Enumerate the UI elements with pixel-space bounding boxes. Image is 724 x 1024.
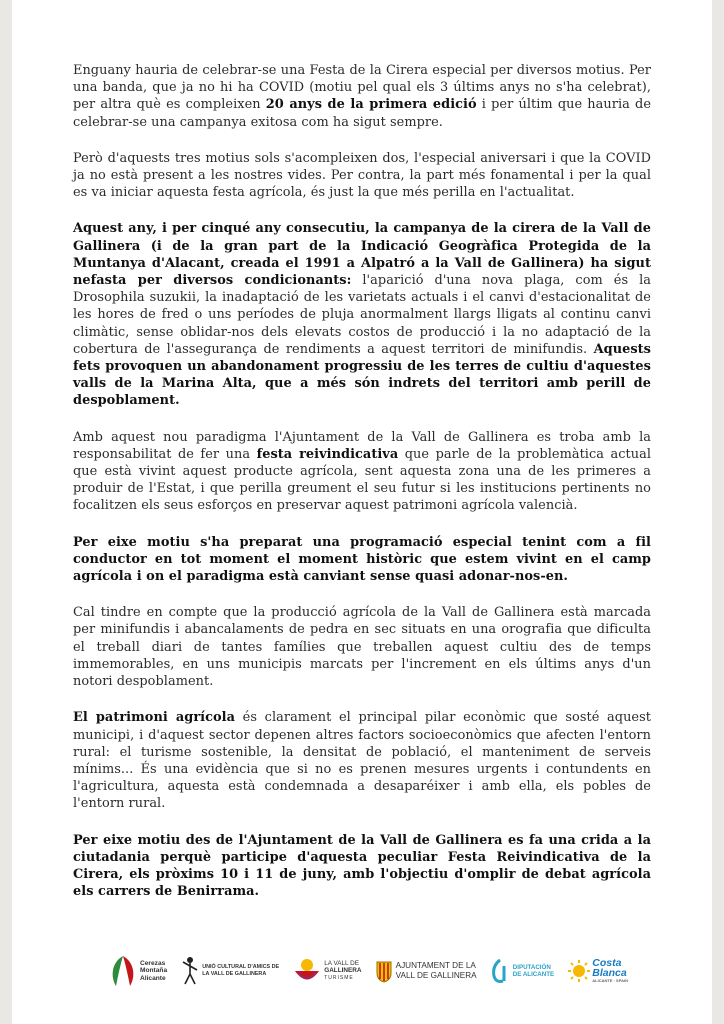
paragraph [73, 832, 651, 901]
document-body [73, 62, 651, 919]
sponsor-logos [108, 948, 628, 994]
logo-line: LA VALL DE [324, 959, 360, 967]
logo-ajuntament [376, 959, 477, 983]
bold-text: Aquests fets provoquen un abandonament progressiu de les terres de cultiu d'aquestes valls de la Marina Alta, que a més són indrets del territori amb perill de despoblament. [73, 341, 651, 409]
body-text: i per últim que hauria de celebrar-se una campanya exitosa com ha sigut sempre. [73, 97, 651, 130]
cherry-bowl-icon [293, 956, 321, 986]
coat-of-arms-icon [376, 959, 392, 983]
paragraph [73, 604, 651, 690]
bold-text: El patrimoni agrícola [73, 710, 236, 726]
logo-line: AJUNTAMENT DE LA [395, 961, 476, 971]
bold-text: 20 anys de la primera edició [265, 97, 477, 113]
body-text: l'aparició d'una nova plaga, com és la Drosophila suzukii, la inadaptació de les varietats actuals i el canvi d'estacionalitat de les hores de fred o uns períodes de pluja anormalment llargs lligats al continu canvi climàtic, sense oblidar-nos dels elevats costos de producció i la no adaptació de la cobertura de l'assegurança de rendiments a aquest territori de minifundis. [73, 273, 651, 357]
body-text: Enguany hauria de celebrar-se una Festa de la Cirera especial per diversos motius. Per una banda, que ja no hi ha COVID (motiu pel qual els 3 últims anys no s'ha celebrat), per altra què es compleixen [73, 63, 651, 113]
paragraph [73, 534, 651, 586]
bold-text: Per eixe motiu s'ha preparat una programació especial tenint com a fil conductor en tot moment el moment històric que estem vivint en el camp agrícola i on el paradigma està canviant sense quasi adonar-nos-en. [73, 534, 651, 585]
logo-line: Alicante [140, 974, 166, 982]
cherry-leaf-icon [108, 954, 138, 988]
logo-line: UNIÓ CULTURAL D'AMICS DE [202, 964, 280, 971]
logo-line: Costa [592, 957, 622, 969]
paragraph [73, 220, 651, 409]
body-text: que parle de la problemàtica actual que està vivint aquest producte agrícola, sent aquesta zona una de les primeres a produir de l'Estat, i que perilla greument el seu futur si les institucions pertinents no focalitzen els seus esforços en preservar aquest patrimoni agrícola valencià. [73, 446, 651, 514]
bold-text: Aquest any, i per cinqué any consecutiu, la campanya de la cirera de la Vall de Gallinera (i de la gran part de la Indicació Geogràfica Protegida de la Muntanya d'Alacant, creada el 1991 a Alpatró a la Vall de Gallinera) ha sigut nefasta per diversos condicionants: [73, 221, 651, 289]
dancer-figure-icon [181, 956, 199, 986]
logo-turisme [293, 956, 361, 986]
logo-costa-blanca [568, 958, 628, 984]
paragraph [73, 429, 651, 515]
logo-line: DIPUTACIÓN [512, 963, 551, 971]
logo-line: DE ALICANTE [512, 971, 555, 978]
logo-line: Blanca [592, 967, 627, 979]
document-page [12, 0, 712, 1024]
paragraph [73, 150, 651, 202]
body-text: Però d'aquests tres motius sols s'acompleixen dos, l'especial aniversari i que la COVID ja no està present a les nostres vides. Per contra, la part més fonamental i per la qual es va iniciar aquesta festa agrícola, és just la que més perilla en l'actualitat. [73, 150, 651, 201]
logo-line: LA VALL DE GALLINERA [202, 971, 267, 977]
bold-text: festa reivindicativa [256, 446, 399, 462]
logo-line: ALICANTE · SPAIN [592, 978, 628, 983]
logo-cerezas-montana-alicante [108, 954, 167, 988]
logo-line: Montaña [140, 967, 168, 975]
logo-line: VALL DE GALLINERA [395, 971, 477, 980]
paragraph [73, 709, 651, 812]
logo-line: Cerezas [140, 959, 166, 967]
letter-a-icon [491, 958, 509, 984]
logo-line: TURISME [324, 974, 354, 981]
sun-icon [568, 960, 590, 982]
paragraph [73, 62, 651, 131]
logo-diputacion-alicante [491, 958, 554, 984]
logo-unio-cultural [181, 956, 279, 986]
body-text: Cal tindre en compte que la producció agrícola de la Vall de Gallinera està marcada per minifundis i abancalaments de pedra en sec situats en una orografia que dificulta el treball diari de tantes famílies que treballen aquest cultiu des de temps immemorables, en uns municipis marcats per l'increment en els últims anys d'un notori despoblament. [73, 605, 651, 690]
bold-text: Per eixe motiu des de l'Ajuntament de la Vall de Gallinera es fa una crida a la ciutadania perquè participe d'aquesta peculiar Festa Reivindicativa de la Cirera, els pròxims 10 i 11 de juny, amb l'objectiu d'omplir de debat agrícola els carrers de Benirrama. [73, 832, 651, 900]
body-text: Amb aquest nou paradigma l'Ajuntament de la Vall de Gallinera es troba amb la responsabilitat de fer una [73, 429, 651, 462]
logo-line: GALLINERA [324, 967, 362, 975]
body-text: és clarament el principal pilar econòmic que sosté aquest municipi, i d'aquest sector depenen altres factors socioeconòmics que afecten l'entorn rural: el turisme sostenible, la densitat de població, el manteniment de serveis mínims... És una evidència que si no es prenen mesures urgents i contundents en l'agricultura, aquesta està condemnada a desaparéixer i amb ella, els pobles de l'entorn rural. [73, 710, 652, 812]
